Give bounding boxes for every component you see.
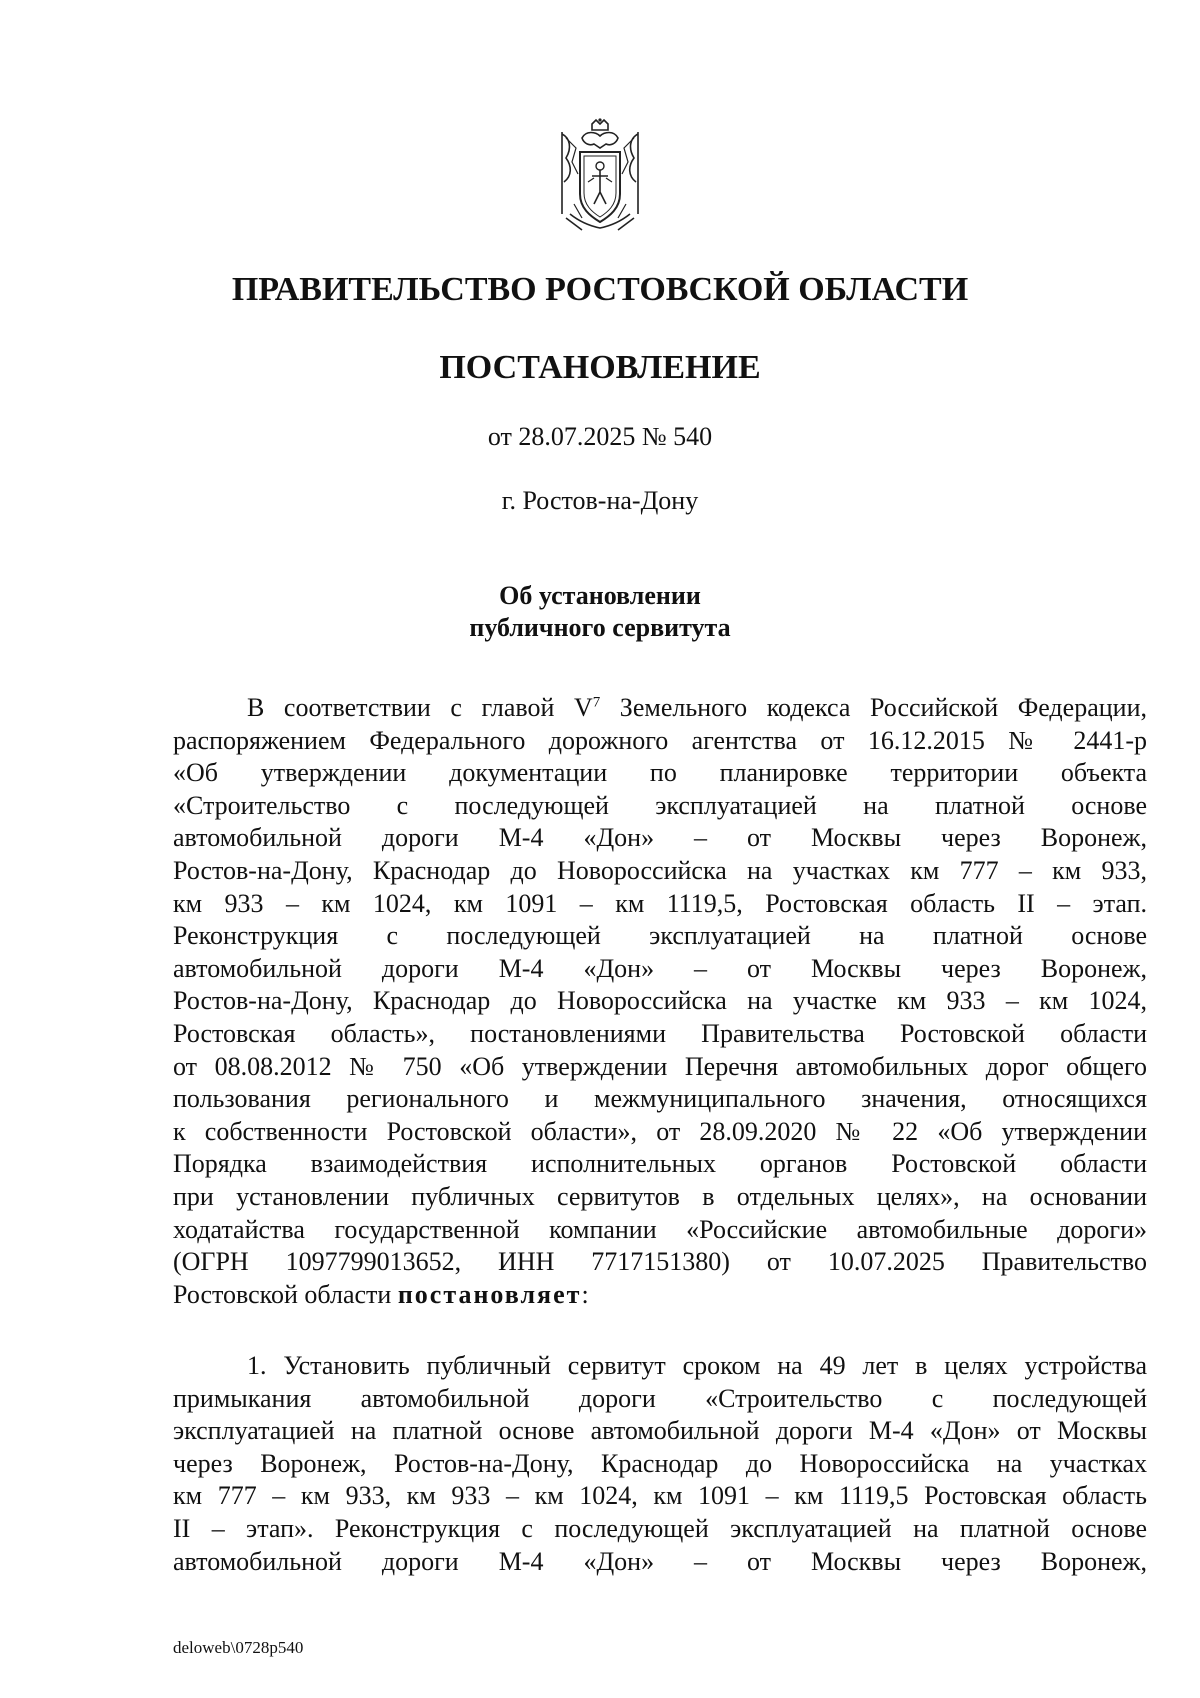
- text-line: Реконструкция с последующей эксплуатацией на платной основе: [173, 921, 1147, 951]
- text-line: примыкания автомобильной дороги «Строительство с последующей: [173, 1383, 1147, 1413]
- text-line: [173, 1279, 1147, 1312]
- text-line: «Об утверждении документации по планировке территории объекта: [173, 758, 1147, 788]
- text-fragment: :: [581, 1279, 589, 1309]
- text-line: км 777 – км 933, км 933 – км 1024, км 1091 – км 1119,5 Ростовская область: [173, 1481, 1147, 1511]
- text-line: II – этап». Реконструкция с последующей эксплуатацией на платной основе: [173, 1513, 1147, 1543]
- text-line: 1. Установить публичный сервитут сроком на 49 лет в целях устройства: [247, 1351, 1147, 1380]
- document-subject: [0, 580, 1200, 644]
- document-type: ПОСТАНОВЛЕНИЕ: [439, 349, 761, 386]
- superscript: 7: [592, 694, 601, 711]
- text-line: к собственности Ростовской области», от 28.09.2020 № 22 «Об утверждении: [173, 1116, 1147, 1146]
- preamble-paragraph: [173, 692, 1147, 1311]
- text-line: (ОГРН 1097799013652, ИНН 7717151380) от 10.07.2025 Правительство: [173, 1247, 1147, 1277]
- text-line: ходатайства государственной компании «Российские автомобильные дороги»: [173, 1214, 1147, 1244]
- government-title: ПРАВИТЕЛЬСТВО РОСТОВСКОЙ ОБЛАСТИ: [231, 271, 969, 308]
- coat-of-arms-icon: [552, 118, 648, 234]
- text-line: пользования регионального и межмуниципального значения, относящихся: [173, 1084, 1147, 1114]
- text-line: при установлении публичных сервитутов в отдельных целях», на основании: [173, 1181, 1147, 1211]
- subject-line: Об установлении: [499, 581, 701, 610]
- text-line: распоряжением Федерального дорожного агентства от 16.12.2015 № 2441-р: [173, 725, 1147, 755]
- resolves-keyword: постановляет: [397, 1279, 582, 1309]
- coat-of-arms-emblem: [552, 118, 648, 234]
- text-line: от 08.08.2012 № 750 «Об утверждении Перечня автомобильных дорог общего: [173, 1051, 1147, 1081]
- text-line: «Строительство с последующей эксплуатацией на платной основе: [173, 790, 1147, 820]
- text-line: [173, 692, 1147, 725]
- subject-line: публичного сервитута: [469, 613, 731, 642]
- text-line: Ростовская область», постановлениями Правительства Ростовской области: [173, 1018, 1147, 1048]
- text-line: автомобильной дороги М-4 «Дон» – от Москвы через Воронеж,: [173, 823, 1147, 853]
- text-line: Ростов-на-Дону, Краснодар до Новороссийска на участке км 933 – км 1024,: [173, 986, 1147, 1016]
- text-line: эксплуатацией на платной основе автомобильной дороги М-4 «Дон» от Москвы: [173, 1416, 1147, 1446]
- text-line: км 933 – км 1024, км 1091 – км 1119,5, Ростовская область II – этап.: [173, 888, 1147, 918]
- text-fragment: Ростовской области: [173, 1279, 398, 1309]
- text-fragment: Земельного кодекса Российской Федерации,: [600, 693, 1147, 722]
- text-line: Ростов-на-Дону, Краснодар до Новороссийска на участках км 777 – км 933,: [173, 855, 1147, 885]
- document-city: г. Ростов-на-Дону: [501, 486, 699, 515]
- text-fragment: В соответствии с главой V: [247, 693, 593, 722]
- text-line: автомобильной дороги М-4 «Дон» – от Москвы через Воронеж,: [173, 953, 1147, 983]
- text-line: Порядка взаимодействия исполнительных органов Ростовской области: [173, 1149, 1147, 1179]
- file-reference: deloweb\0728p540: [173, 1638, 304, 1657]
- clause-1-paragraph: [173, 1350, 1147, 1578]
- document-date-number: от 28.07.2025 № 540: [487, 422, 713, 451]
- text-line: через Воронеж, Ростов-на-Дону, Краснодар до Новороссийска на участках: [173, 1448, 1147, 1478]
- text-line: автомобильной дороги М-4 «Дон» – от Москвы через Воронеж,: [173, 1546, 1147, 1576]
